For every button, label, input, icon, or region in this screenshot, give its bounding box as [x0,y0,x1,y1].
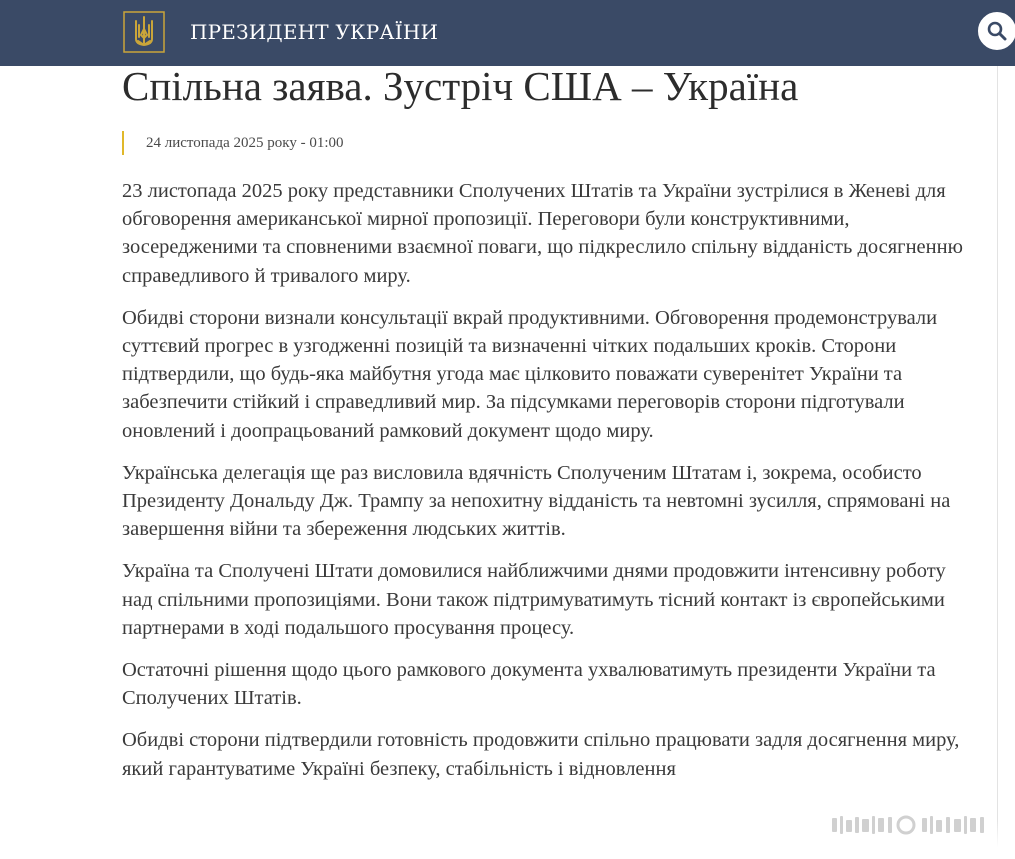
search-button[interactable] [976,10,1015,52]
trident-emblem-icon[interactable] [123,11,165,53]
article-paragraph: Обидві сторони визнали консультації вкрай продуктивними. Обговорення продемонстрували суттєвий прогрес в узгодженні позицій та визначенні чітких подальших кроків. Сторони підтвердили, що будь-яка майбутня угода має цілковито поважати суверенітет України та забезпечити стійкий і справедливий мир. За підсумками переговорів сторони підготували оновлений і доопрацьований рамковий документ щодо миру. [122,306,938,442]
article-paragraph: Україна та Сполучені Штати домовилися найближчими днями продовжити інтенсивну роботу над спільними пропозиціями. Вони також підтримуватимуть тісний контакт із європейськими партнерами в ході подальшого просування процесу. [122,560,946,639]
article-paragraph: Остаточні рішення щодо цього рамкового документа ухвалюватимуть президенти України та Сполучених Штатів. [122,659,936,710]
site-header [0,0,1015,66]
article-paragraph: Українська делегація ще раз висловила вдячність Сполученим Штатам і, зокрема, особисто Президенту Дональду Дж. Трампу за непохитну відданість та невтомні зусилля, спрямовані на завершення війни та збереження людських життів. [122,461,951,541]
article-title: Спільна заява. Зустріч США – Україна [122,63,799,109]
site-title[interactable]: ПРЕЗИДЕНТ УКРАЇНИ [190,20,439,44]
watermark-graphic [830,812,996,838]
article-date: 24 листопада 2025 року - 01:00 [146,135,344,151]
content-divider [997,66,998,859]
article-paragraph: 23 листопада 2025 року представники Сполучених Штатів та України зустрілися в Женеві для обговорення американської мирної пропозиції. Переговори були конструктивними, зосередженими та сповненими взаємної поваги, що підкреслило спільну відданість досягненню справедливого й тривалого миру. [122,180,963,287]
article-paragraph: Обидві сторони підтвердили готовність продовжити спільно працювати задля досягнення миру, який гарантуватиме Україні безпеку, стабільність і відновлення [122,729,960,780]
article-body [122,177,968,797]
date-accent-bar [122,131,124,155]
search-icon [987,21,1007,41]
